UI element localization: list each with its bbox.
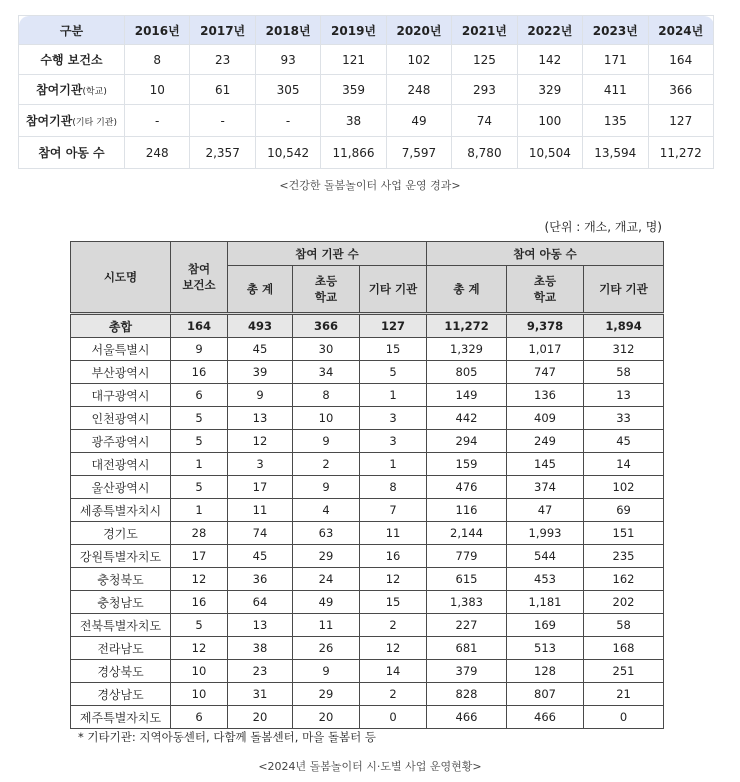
table-cell: 17 <box>228 476 293 499</box>
table-cell: 12 <box>360 568 427 591</box>
header-cell: 2018년 <box>255 16 320 45</box>
region-label: 강원특별자치도 <box>71 545 171 568</box>
table-cell: 38 <box>321 105 386 137</box>
table-cell: 9 <box>293 476 360 499</box>
row-label-text: 참여기관 <box>36 83 83 97</box>
table-cell: - <box>255 105 320 137</box>
header-cell: 2022년 <box>517 16 582 45</box>
table-cell: 294 <box>427 430 507 453</box>
child-other-header: 기타 기관 <box>584 266 664 314</box>
yearly-summary-row <box>19 137 714 169</box>
table-cell: 10 <box>171 660 228 683</box>
table-cell: 11 <box>293 614 360 637</box>
table-cell: 45 <box>228 545 293 568</box>
table-cell: 169 <box>507 614 584 637</box>
table-cell: 1 <box>171 453 228 476</box>
table-cell: 38 <box>228 637 293 660</box>
table-cell: 102 <box>386 45 451 75</box>
yearly-summary-row <box>19 45 714 75</box>
table-cell: 33 <box>584 407 664 430</box>
table-cell: 63 <box>293 522 360 545</box>
header-cell: 2019년 <box>321 16 386 45</box>
table-cell: 11,866 <box>321 137 386 169</box>
table-cell: 100 <box>517 105 582 137</box>
table-cell: 142 <box>517 45 582 75</box>
table1-caption: <건강한 돌봄놀이터 사업 운영 경과> <box>279 179 461 192</box>
table-cell: 9 <box>293 660 360 683</box>
region-label: 제주특별자치도 <box>71 706 171 729</box>
region-row <box>71 499 664 522</box>
table-cell: 5 <box>171 430 228 453</box>
table-cell: 23 <box>190 45 255 75</box>
table-cell: 5 <box>171 407 228 430</box>
table-cell: 14 <box>360 660 427 683</box>
table-cell: 249 <box>507 430 584 453</box>
table-cell: 1 <box>360 384 427 407</box>
table-cell: 10 <box>171 683 228 706</box>
region-label: 경상남도 <box>71 683 171 706</box>
table-cell: 493 <box>228 314 293 338</box>
regional-body <box>71 314 664 729</box>
table-cell: 12 <box>360 637 427 660</box>
table-cell: 3 <box>228 453 293 476</box>
table-cell: 16 <box>360 545 427 568</box>
table-cell: 11,272 <box>427 314 507 338</box>
table-cell: 31 <box>228 683 293 706</box>
row-label-text: 수행 보건소 <box>40 53 103 67</box>
table-cell: 11 <box>360 522 427 545</box>
header-cell: 2016년 <box>125 16 190 45</box>
table-cell: 1 <box>360 453 427 476</box>
table-cell: 379 <box>427 660 507 683</box>
table-cell: 13 <box>584 384 664 407</box>
region-label: 광주광역시 <box>71 430 171 453</box>
table-cell: 9 <box>171 338 228 361</box>
table-cell: 828 <box>427 683 507 706</box>
table-cell: 8,780 <box>452 137 517 169</box>
table-cell: 3 <box>360 430 427 453</box>
inst-total-header: 총 계 <box>228 266 293 314</box>
region-label: 충청북도 <box>71 568 171 591</box>
table-cell: 20 <box>293 706 360 729</box>
region-label: 대전광역시 <box>71 453 171 476</box>
table-cell: 121 <box>321 45 386 75</box>
region-row <box>71 361 664 384</box>
table-cell: 136 <box>507 384 584 407</box>
table-cell: 11,272 <box>648 137 714 169</box>
table-cell: 13 <box>228 614 293 637</box>
table-cell: 2,144 <box>427 522 507 545</box>
table-cell: 12 <box>171 568 228 591</box>
children-group-header: 참여 아동 수 <box>427 242 664 266</box>
table-cell: 1,329 <box>427 338 507 361</box>
table-cell: 374 <box>507 476 584 499</box>
table-cell: 34 <box>293 361 360 384</box>
table-cell: 2 <box>360 683 427 706</box>
region-row <box>71 476 664 499</box>
table-cell: 9 <box>293 430 360 453</box>
child-total-header: 총 계 <box>427 266 507 314</box>
table-cell: 135 <box>583 105 648 137</box>
table-cell: 0 <box>360 706 427 729</box>
region-label: 인천광역시 <box>71 407 171 430</box>
table-cell: 8 <box>125 45 190 75</box>
table-cell: 21 <box>584 683 664 706</box>
yearly-summary-body <box>19 45 714 169</box>
table-cell: 15 <box>360 591 427 614</box>
region-label: 울산광역시 <box>71 476 171 499</box>
row-label <box>19 75 125 105</box>
table-cell: 14 <box>584 453 664 476</box>
table-cell: 7,597 <box>386 137 451 169</box>
table-cell: 74 <box>452 105 517 137</box>
table-cell: 1,383 <box>427 591 507 614</box>
table-cell: 127 <box>648 105 714 137</box>
table-cell: 23 <box>228 660 293 683</box>
table-cell: 10,542 <box>255 137 320 169</box>
table-cell: 1,017 <box>507 338 584 361</box>
region-label: 전북특별자치도 <box>71 614 171 637</box>
yearly-summary-table <box>18 15 714 169</box>
table-cell: 6 <box>171 706 228 729</box>
table-cell: 1,993 <box>507 522 584 545</box>
table-cell: 159 <box>427 453 507 476</box>
table-cell: 13 <box>228 407 293 430</box>
row-label <box>19 105 125 137</box>
table-cell: 615 <box>427 568 507 591</box>
table-cell: 5 <box>360 361 427 384</box>
region-row <box>71 430 664 453</box>
table-cell: 10 <box>125 75 190 105</box>
table-cell: 102 <box>584 476 664 499</box>
table-cell: 366 <box>293 314 360 338</box>
row-label <box>19 45 125 75</box>
region-label: 경기도 <box>71 522 171 545</box>
table-cell: 164 <box>171 314 228 338</box>
table-cell: 116 <box>427 499 507 522</box>
footnote: * 기타기관: 지역아동센터, 다함께 돌봄센터, 마을 돌봄터 등 <box>78 730 377 744</box>
table-cell: 74 <box>228 522 293 545</box>
table-cell: 6 <box>171 384 228 407</box>
row-label-text: 참여 아동 수 <box>38 146 105 160</box>
table-cell: - <box>190 105 255 137</box>
table-cell: 805 <box>427 361 507 384</box>
table-cell: 39 <box>228 361 293 384</box>
total-label: 총합 <box>71 314 171 338</box>
table-cell: 61 <box>190 75 255 105</box>
inst-other-header: 기타 기관 <box>360 266 427 314</box>
unit-note: (단위 : 개소, 개교, 명) <box>544 220 662 234</box>
table-cell: 49 <box>293 591 360 614</box>
table-cell: 8 <box>293 384 360 407</box>
table-cell: 10,504 <box>517 137 582 169</box>
table-cell: 11 <box>228 499 293 522</box>
table-cell: 149 <box>427 384 507 407</box>
table-cell: 544 <box>507 545 584 568</box>
table-cell: 202 <box>584 591 664 614</box>
yearly-summary-header-row <box>19 16 714 45</box>
region-row <box>71 637 664 660</box>
table-cell: 47 <box>507 499 584 522</box>
region-label: 전라남도 <box>71 637 171 660</box>
table-cell: 7 <box>360 499 427 522</box>
region-row <box>71 614 664 637</box>
header-cell: 2024년 <box>648 16 714 45</box>
table-cell: 69 <box>584 499 664 522</box>
region-label: 서울특별시 <box>71 338 171 361</box>
table-cell: 64 <box>228 591 293 614</box>
table-cell: 49 <box>386 105 451 137</box>
table-cell: 1,181 <box>507 591 584 614</box>
region-label: 대구광역시 <box>71 384 171 407</box>
table-cell: 93 <box>255 45 320 75</box>
region-row <box>71 522 664 545</box>
row-label <box>19 137 125 169</box>
table-cell: 329 <box>517 75 582 105</box>
row-label-qualifier: (학교) <box>82 87 107 97</box>
header-cell: 2021년 <box>452 16 517 45</box>
table-cell: 145 <box>507 453 584 476</box>
table-cell: 312 <box>584 338 664 361</box>
yearly-summary-row <box>19 105 714 137</box>
table-cell: 9 <box>228 384 293 407</box>
table-cell: 235 <box>584 545 664 568</box>
table-cell: 1,894 <box>584 314 664 338</box>
table-cell: 409 <box>507 407 584 430</box>
table-cell: 411 <box>583 75 648 105</box>
table-cell: 747 <box>507 361 584 384</box>
table-cell: 13,594 <box>583 137 648 169</box>
region-row <box>71 660 664 683</box>
table-cell: 681 <box>427 637 507 660</box>
table-cell: 476 <box>427 476 507 499</box>
header-cell: 구분 <box>19 16 125 45</box>
region-row <box>71 545 664 568</box>
table-cell: 127 <box>360 314 427 338</box>
table-cell: 293 <box>452 75 517 105</box>
row-label-text: 참여기관 <box>25 114 73 128</box>
table-cell: 15 <box>360 338 427 361</box>
region-label: 세종특별자치시 <box>71 499 171 522</box>
table-cell: 20 <box>228 706 293 729</box>
region-row <box>71 568 664 591</box>
regional-table <box>70 241 664 729</box>
table-cell: 17 <box>171 545 228 568</box>
table-cell: 12 <box>171 637 228 660</box>
region-row <box>71 706 664 729</box>
table-cell: 359 <box>321 75 386 105</box>
table-cell: 58 <box>584 361 664 384</box>
table-cell: 45 <box>228 338 293 361</box>
table-cell: 466 <box>427 706 507 729</box>
table-cell: 45 <box>584 430 664 453</box>
table-cell: 2,357 <box>190 137 255 169</box>
table2-caption: <2024년 돌봄놀이터 시·도별 사업 운영현황> <box>258 760 482 773</box>
table-cell: 24 <box>293 568 360 591</box>
table-cell: 26 <box>293 637 360 660</box>
table-cell: 12 <box>228 430 293 453</box>
table-cell: 466 <box>507 706 584 729</box>
table-cell: 151 <box>584 522 664 545</box>
header-cell: 2020년 <box>386 16 451 45</box>
region-label: 충청남도 <box>71 591 171 614</box>
table-cell: 2 <box>293 453 360 476</box>
table-cell: 168 <box>584 637 664 660</box>
table-cell: 251 <box>584 660 664 683</box>
header-cell: 2017년 <box>190 16 255 45</box>
table-cell: 2 <box>360 614 427 637</box>
table-cell: 5 <box>171 614 228 637</box>
table-cell: 36 <box>228 568 293 591</box>
table-cell: - <box>125 105 190 137</box>
region-row <box>71 453 664 476</box>
table-cell: 29 <box>293 545 360 568</box>
table-cell: 5 <box>171 476 228 499</box>
table-cell: 10 <box>293 407 360 430</box>
table-cell: 9,378 <box>507 314 584 338</box>
table-cell: 807 <box>507 683 584 706</box>
table-cell: 8 <box>360 476 427 499</box>
table-cell: 162 <box>584 568 664 591</box>
table-cell: 453 <box>507 568 584 591</box>
child-school-header: 초등 학교 <box>507 266 584 314</box>
table-cell: 30 <box>293 338 360 361</box>
table-cell: 58 <box>584 614 664 637</box>
table-cell: 28 <box>171 522 228 545</box>
table-cell: 29 <box>293 683 360 706</box>
table-cell: 4 <box>293 499 360 522</box>
region-label: 부산광역시 <box>71 361 171 384</box>
institution-group-header: 참여 기관 수 <box>228 242 427 266</box>
region-row <box>71 683 664 706</box>
table-cell: 227 <box>427 614 507 637</box>
region-header: 시도명 <box>71 242 171 314</box>
yearly-summary-row <box>19 75 714 105</box>
table-cell: 1 <box>171 499 228 522</box>
inst-school-header: 초등 학교 <box>293 266 360 314</box>
table-cell: 164 <box>648 45 714 75</box>
table-cell: 16 <box>171 591 228 614</box>
table-cell: 366 <box>648 75 714 105</box>
total-row <box>71 314 664 338</box>
table-cell: 248 <box>125 137 190 169</box>
regional-header-row-1 <box>71 242 664 266</box>
clinic-header: 참여 보건소 <box>171 242 228 314</box>
region-row <box>71 384 664 407</box>
table-cell: 125 <box>452 45 517 75</box>
table-cell: 171 <box>583 45 648 75</box>
table-cell: 779 <box>427 545 507 568</box>
table-cell: 442 <box>427 407 507 430</box>
region-row <box>71 591 664 614</box>
table-cell: 3 <box>360 407 427 430</box>
region-row <box>71 338 664 361</box>
table-cell: 305 <box>255 75 320 105</box>
table-cell: 128 <box>507 660 584 683</box>
table-cell: 0 <box>584 706 664 729</box>
header-cell: 2023년 <box>583 16 648 45</box>
table-cell: 16 <box>171 361 228 384</box>
region-row <box>71 407 664 430</box>
table-cell: 248 <box>386 75 451 105</box>
table-cell: 513 <box>507 637 584 660</box>
row-label-qualifier: (기타 기관) <box>72 118 118 128</box>
region-label: 경상북도 <box>71 660 171 683</box>
